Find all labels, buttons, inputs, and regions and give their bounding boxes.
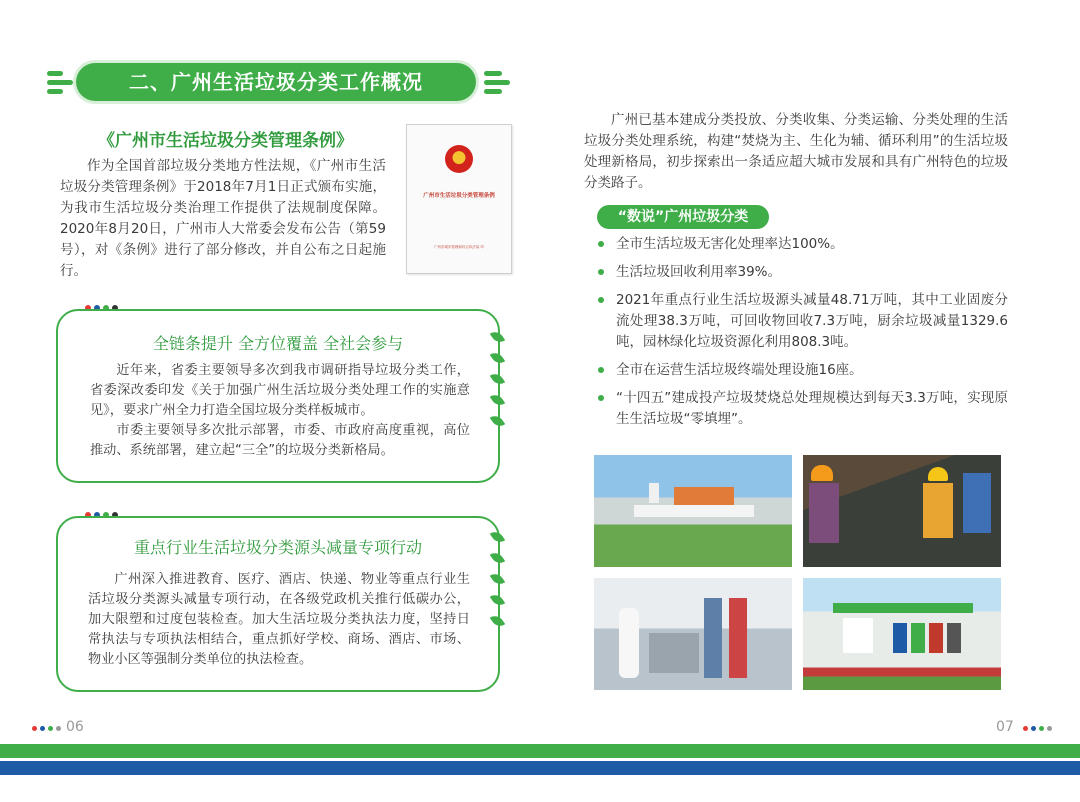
intro-paragraph: 广州已基本建成分类投放、分类收集、分类运输、分类处理的生活垃圾分类处理系统，构建“焚烧为主、生化为辅、循环利用”的生活垃圾处理新格局，初步探索出一条适应超大城市发展和具有广州特色的垃圾分类路子。 — [584, 112, 1008, 191]
banner-dash-2 — [47, 80, 73, 85]
page-number-right: 07 — [996, 719, 1014, 735]
regulation-body: 作为全国首部垃圾分类地方性法规，《广州市生活垃圾分类管理条例》于2018年7月1日正式颁布实施，为我市生活垃圾分类治理工作提供了法规制度保障。2020年8月20日，广州市人大常委会发布公告（第59号），对《条例》进行了部分修改，并自公布之日起施行。 — [60, 158, 386, 279]
box-source-reduction — [56, 516, 500, 692]
stats-list — [598, 234, 1008, 437]
footer-stripe-green — [0, 744, 1080, 758]
banner-dash-5 — [484, 80, 510, 85]
list-item: 全市在运营生活垃圾终端处理设施16座。 — [598, 360, 1008, 381]
section-title: 二、广州生活垃圾分类工作概况 — [76, 63, 476, 101]
bullet-icon — [598, 367, 604, 373]
box1-title: 全链条提升 全方位覆盖 全社会参与 — [152, 334, 404, 353]
box1-leaf-decoration — [493, 330, 502, 428]
photo-recycling-station — [594, 578, 792, 690]
national-emblem-icon — [445, 145, 473, 173]
list-item: 全市生活垃圾无害化处理率达100%。 — [598, 234, 1008, 255]
banner-dash-1 — [47, 71, 63, 76]
photo-sorting-kiosk — [803, 578, 1001, 690]
box1-body — [90, 361, 470, 461]
box-full-chain — [56, 309, 500, 483]
book-cover-title: 广州市生活垃圾分类管理条例 — [423, 193, 495, 199]
banner-dash-6 — [484, 89, 502, 94]
box2-title: 重点行业生活垃圾分类源头减量专项行动 — [133, 538, 422, 557]
banner-dash-3 — [47, 89, 63, 94]
page-number-left: 06 — [66, 719, 84, 735]
list-item: 2021年重点行业生活垃圾源头减量48.71万吨，其中工业固废分流处理38.3万吨，可回收物回收7.3万吨，厨余垃圾减量1329.6吨，园林绿化垃圾资源化利用808.3吨。 — [598, 290, 1008, 353]
box1-para1: 近年来，省委主要领导多次到我市调研指导垃圾分类工作，省委深改委印发《关于加强广州生活垃圾分类处理工作的实施意见》，要求广州全力打造全国垃圾分类样板城市。 — [90, 363, 470, 418]
list-item: “十四五”建成投产垃圾焚烧总处理规模达到每天3.3万吨，实现原生生活垃圾“零填埋”。 — [598, 388, 1008, 430]
box1-para2: 市委主要领导多次批示部署，市委、市政府高度重视，高位推动、系统部署，建立起“三全”的垃圾分类新格局。 — [90, 423, 470, 458]
photo-sorting-workers — [803, 455, 1001, 567]
photo-incineration-plant — [594, 455, 792, 567]
box2-para1: 广州深入推进教育、医疗、酒店、快递、物业等重点行业生活垃圾分类源头减量专项行动，在各级党政机关推行低碳办公，加大限塑和过度包装检查。加大生活垃圾分类执法力度，坚持日常执法与专项执法相结合，重点抓好学校、商场、酒店、市场、物业小区等强制分类单位的执法检查。 — [88, 572, 470, 667]
bullet-icon — [598, 241, 604, 247]
regulation-title: 《广州市生活垃圾分类管理条例》 — [98, 131, 353, 151]
footer-dots-right — [1023, 726, 1052, 731]
book-cover-publisher: 广州市城市管理和综合执法局 印 — [433, 245, 485, 249]
bullet-icon — [598, 297, 604, 303]
bullet-icon — [598, 269, 604, 275]
footer-stripe-blue — [0, 761, 1080, 775]
box2-leaf-decoration — [493, 530, 502, 628]
banner-dash-4 — [484, 71, 502, 76]
bullet-icon — [598, 395, 604, 401]
stats-title: “数说”广州垃圾分类 — [597, 205, 769, 229]
footer-dots-left — [32, 726, 61, 731]
regulation-book-cover — [406, 124, 512, 274]
box2-body — [88, 570, 470, 670]
list-item: 生活垃圾回收利用率39%。 — [598, 262, 1008, 283]
